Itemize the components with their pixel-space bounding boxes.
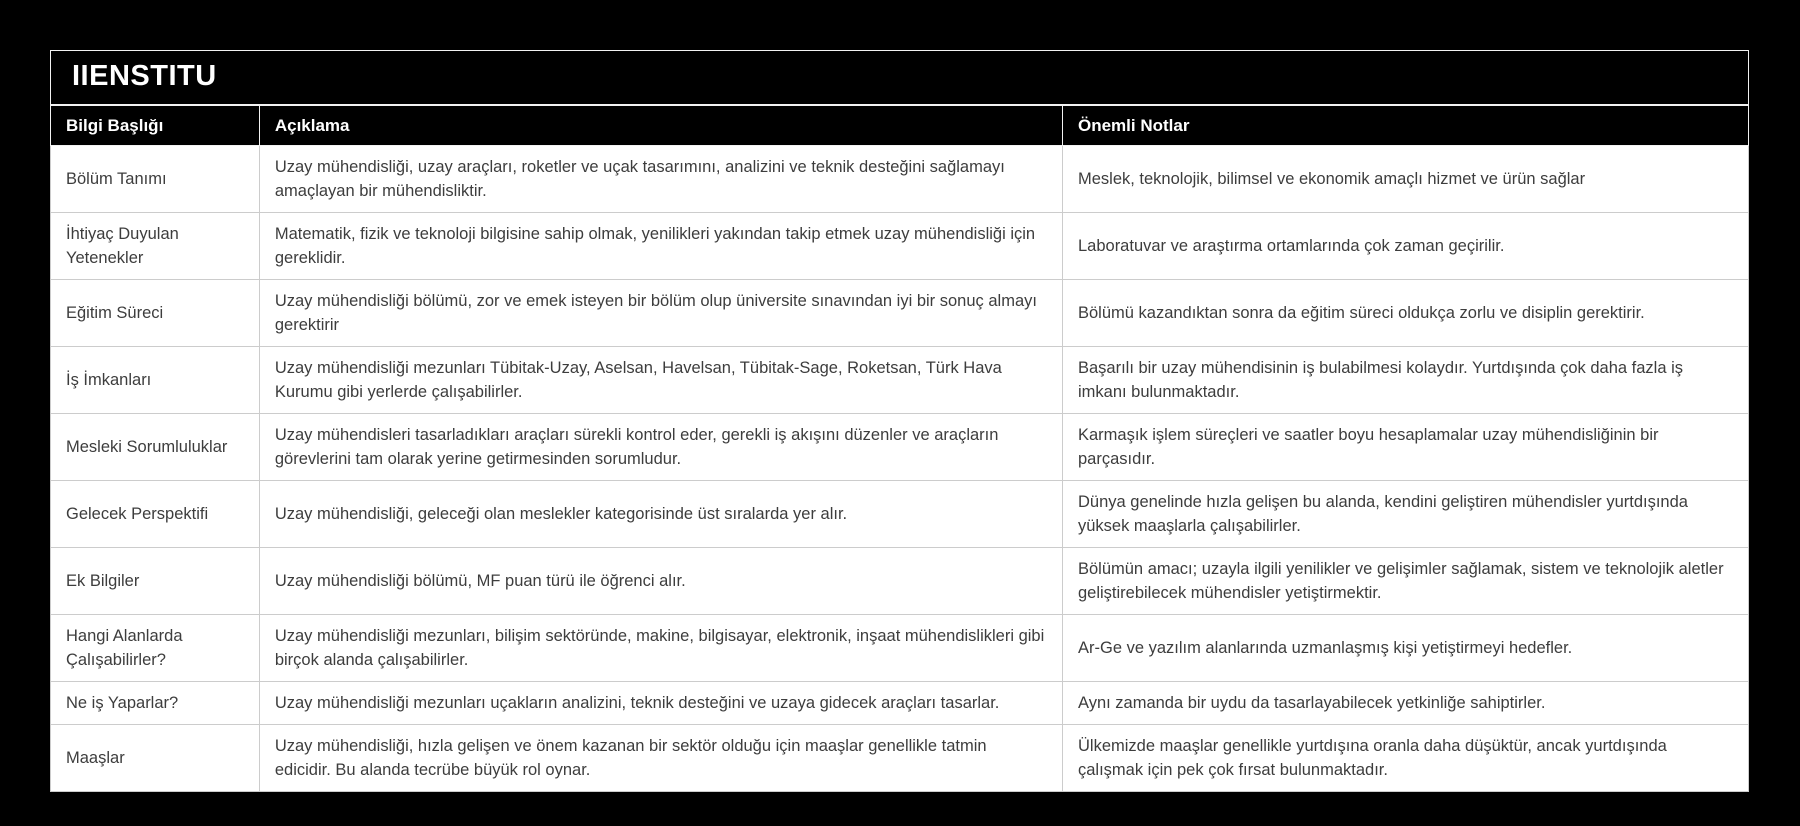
row-note-cell: Karmaşık işlem süreçleri ve saatler boyu hesaplamalar uzay mühendisliğinin bir parçasıdır. (1062, 414, 1748, 481)
row-title-cell: İş İmkanları (51, 347, 260, 414)
table-row (51, 347, 1749, 414)
table-row (51, 725, 1749, 792)
row-description-cell: Uzay mühendisleri tasarladıkları araçları sürekli kontrol eder, gerekli iş akışını düzenler ve araçların görevlerini tam olarak yerine getirmesinden sorumludur. (259, 414, 1062, 481)
row-note-cell: Laboratuvar ve araştırma ortamlarında çok zaman geçirilir. (1062, 213, 1748, 280)
row-note-cell: Aynı zamanda bir uydu da tasarlayabilecek yetkinliğe sahiptirler. (1062, 682, 1748, 725)
info-table (50, 105, 1749, 792)
row-note-cell: Ülkemizde maaşlar genellikle yurtdışına oranla daha düşüktür, ancak yurtdışında çalışmak için pek çok fırsat bulunmaktadır. (1062, 725, 1748, 792)
row-description-cell: Uzay mühendisliği bölümü, MF puan türü ile öğrenci alır. (259, 548, 1062, 615)
table-row (51, 146, 1749, 213)
row-note-cell: Ar-Ge ve yazılım alanlarında uzmanlaşmış kişi yetiştirmeyi hedefler. (1062, 615, 1748, 682)
row-title-cell: Ek Bilgiler (51, 548, 260, 615)
row-note-cell: Bölümü kazandıktan sonra da eğitim süreci oldukça zorlu ve disiplin gerektirir. (1062, 280, 1748, 347)
column-header-aciklama: Açıklama (259, 106, 1062, 146)
row-title-cell: Hangi Alanlarda Çalışabilirler? (51, 615, 260, 682)
info-panel (50, 50, 1749, 792)
table-row (51, 548, 1749, 615)
row-description-cell: Uzay mühendisliği mezunları Tübitak-Uzay, Aselsan, Havelsan, Tübitak-Sage, Roketsan, Türk Hava Kurumu gibi yerlerde çalışabilirler. (259, 347, 1062, 414)
row-title-cell: İhtiyaç Duyulan Yetenekler (51, 213, 260, 280)
row-title-cell: Eğitim Süreci (51, 280, 260, 347)
row-title-cell: Bölüm Tanımı (51, 146, 260, 213)
table-body (51, 146, 1749, 792)
table-row (51, 481, 1749, 548)
table-header (51, 106, 1749, 146)
table-row (51, 213, 1749, 280)
table-row (51, 615, 1749, 682)
row-title-cell: Maaşlar (51, 725, 260, 792)
table-row (51, 682, 1749, 725)
row-description-cell: Uzay mühendisliği bölümü, zor ve emek isteyen bir bölüm olup üniversite sınavından iyi bir sonuç almayı gerektirir (259, 280, 1062, 347)
row-description-cell: Uzay mühendisliği, geleceği olan meslekler kategorisinde üst sıralarda yer alır. (259, 481, 1062, 548)
row-description-cell: Matematik, fizik ve teknoloji bilgisine sahip olmak, yenilikleri yakından takip etmek uzay mühendisliği için gereklidir. (259, 213, 1062, 280)
table-row (51, 414, 1749, 481)
row-title-cell: Mesleki Sorumluluklar (51, 414, 260, 481)
row-description-cell: Uzay mühendisliği, hızla gelişen ve önem kazanan bir sektör olduğu için maaşlar genellikle tatmin edicidir. Bu alanda tecrübe büyük rol oynar. (259, 725, 1062, 792)
column-header-bilgi-basligi: Bilgi Başlığı (51, 106, 260, 146)
row-note-cell: Başarılı bir uzay mühendisinin iş bulabilmesi kolaydır. Yurtdışında çok daha fazla iş imkanı bulunmaktadır. (1062, 347, 1748, 414)
row-title-cell: Gelecek Perspektifi (51, 481, 260, 548)
row-description-cell: Uzay mühendisliği mezunları, bilişim sektöründe, makine, bilgisayar, elektronik, inşaat mühendislikleri gibi birçok alanda çalışabilirler. (259, 615, 1062, 682)
page-title: IIENSTITU (50, 50, 1749, 105)
table-header-row (51, 106, 1749, 146)
row-note-cell: Bölümün amacı; uzayla ilgili yenilikler ve gelişimler sağlamak, sistem ve teknolojik aletler geliştirebilecek mühendisler yetiştirmektir. (1062, 548, 1748, 615)
row-note-cell: Meslek, teknolojik, bilimsel ve ekonomik amaçlı hizmet ve ürün sağlar (1062, 146, 1748, 213)
column-header-onemli-notlar: Önemli Notlar (1062, 106, 1748, 146)
row-description-cell: Uzay mühendisliği, uzay araçları, roketler ve uçak tasarımını, analizini ve teknik desteğini sağlamayı amaçlayan bir mühendisliktir. (259, 146, 1062, 213)
row-title-cell: Ne iş Yaparlar? (51, 682, 260, 725)
row-description-cell: Uzay mühendisliği mezunları uçakların analizini, teknik desteğini ve uzaya gidecek araçları tasarlar. (259, 682, 1062, 725)
row-note-cell: Dünya genelinde hızla gelişen bu alanda, kendini geliştiren mühendisler yurtdışında yüksek maaşlarla çalışabilirler. (1062, 481, 1748, 548)
table-row (51, 280, 1749, 347)
